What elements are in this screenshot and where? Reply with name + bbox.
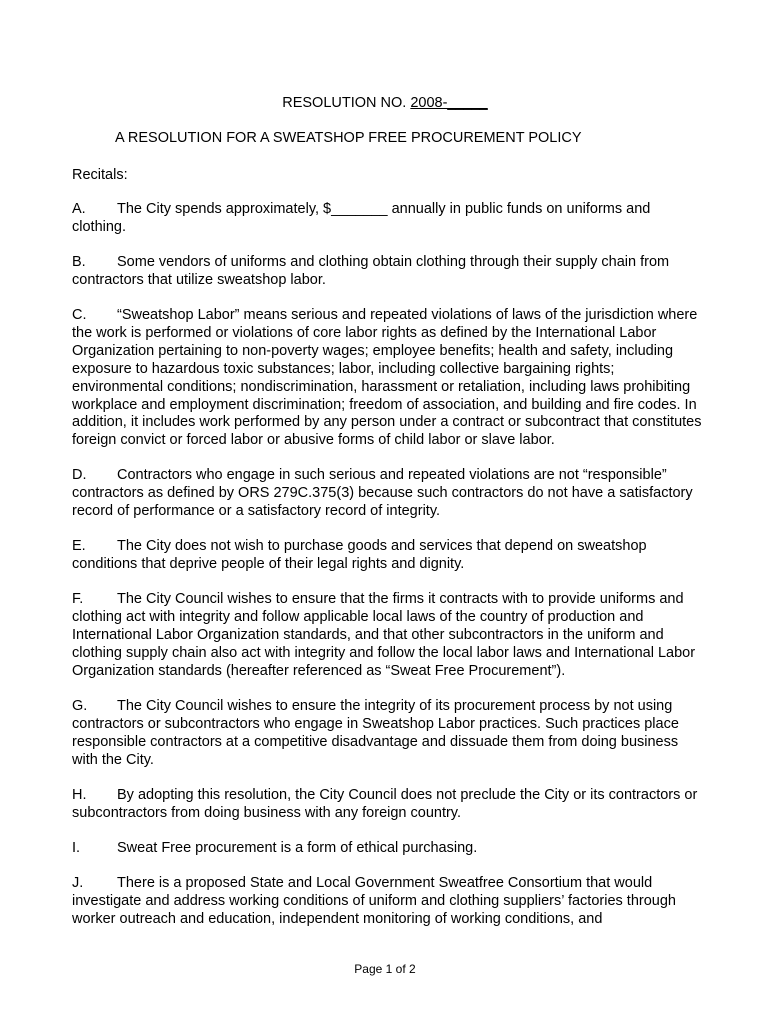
recital-letter: D. [72, 467, 87, 484]
recital-letter: F. [72, 591, 84, 608]
recital-letter: H. [72, 786, 87, 803]
recital-paragraph [72, 201, 704, 237]
recital-letter: A. [72, 201, 86, 217]
recital-letter: B. [72, 254, 86, 270]
recital-letter: G. [72, 698, 88, 715]
recital-paragraph [72, 467, 704, 521]
recital-text: The City Council wishes to ensure the integrity of its procurement process by not using contractors or subcontractors who engage in Sweatshop Labor practices. Such practices place responsible contractors at a competitive disadvantage and dissuade them from doing business with the City. [72, 698, 679, 768]
recital-paragraph [72, 254, 704, 290]
recitals-body [72, 201, 704, 946]
recital-paragraph [72, 698, 704, 770]
page-number-footer: Page 1 of 2 [354, 962, 416, 976]
recital-letter: J. [72, 874, 84, 891]
recital-text: Contractors who engage in such serious and repeated violations are not “responsible” contractors as defined by ORS 279C.375(3) because such contractors do not have a satisfactory record of performance or a satisfactory record of integrity. [72, 467, 693, 520]
recital-paragraph [72, 307, 704, 450]
recital-text: Sweat Free procurement is a form of ethical purchasing. [117, 839, 478, 856]
title-prefix: RESOLUTION NO. [282, 95, 411, 111]
recital-text: Some vendors of uniforms and clothing obtain clothing through their supply chain from contractors that utilize sweatshop labor. [72, 254, 670, 288]
recital-paragraph [72, 840, 704, 858]
recital-text: The City spends approximately, $_______ annually in public funds on uniforms and clothing. [72, 201, 651, 235]
recital-text: The City does not wish to purchase goods and services that depend on sweatshop conditions that deprive people of their legal rights and dignity. [72, 538, 647, 573]
recital-text: By adopting this resolution, the City Council does not preclude the City or its contractors or subcontractors from doing business with any foreign country. [72, 786, 698, 821]
recital-text: The City Council wishes to ensure that the firms it contracts with to provide uniforms and clothing act with integrity and follow applicable local laws of the country of production and International Labor Organization standards, and that other subcontractors in the uniform and clothing supply chain also act with integrity and follow the local labor laws and International Labor Organization standards (hereafter referenced as “Sweat Free Procurement”). [72, 591, 696, 679]
recital-letter: E. [72, 538, 86, 555]
recital-paragraph [72, 591, 704, 681]
recital-letter: C. [72, 307, 87, 323]
recital-paragraph [72, 787, 704, 823]
resolution-title [0, 94, 770, 112]
recitals-heading: Recitals: [72, 167, 128, 183]
resolution-number: 2008-_____ [410, 95, 488, 111]
recital-letter: I. [72, 839, 81, 856]
recital-paragraph [72, 875, 704, 929]
recital-text: There is a proposed State and Local Government Sweatfree Consortium that would investigate and address working conditions of uniform and clothing suppliers’ factories through worker outreach and education, independent monitoring of working conditions, and [72, 874, 676, 927]
resolution-subtitle: A RESOLUTION FOR A SWEATSHOP FREE PROCUREMENT POLICY [115, 130, 582, 146]
recital-text: “Sweatshop Labor” means serious and repeated violations of laws of the jurisdiction where the work is performed or violations of core labor rights as defined by the International Labor Organization pertaining to non-poverty wages; employee benefits; health and safety, including exposure to hazardous toxic substances; labor, including collective bargaining rights; environmental conditions; nondiscrimination, harassment or retaliation, including laws prohibiting workplace and employment discrimination; freedom of association, and building and fire codes. In addition, it includes work performed by any person under a contract or subcontract that constitutes foreign convict or forced labor or abusive forms of child labor or slave labor. [72, 307, 702, 449]
recital-paragraph [72, 538, 704, 574]
